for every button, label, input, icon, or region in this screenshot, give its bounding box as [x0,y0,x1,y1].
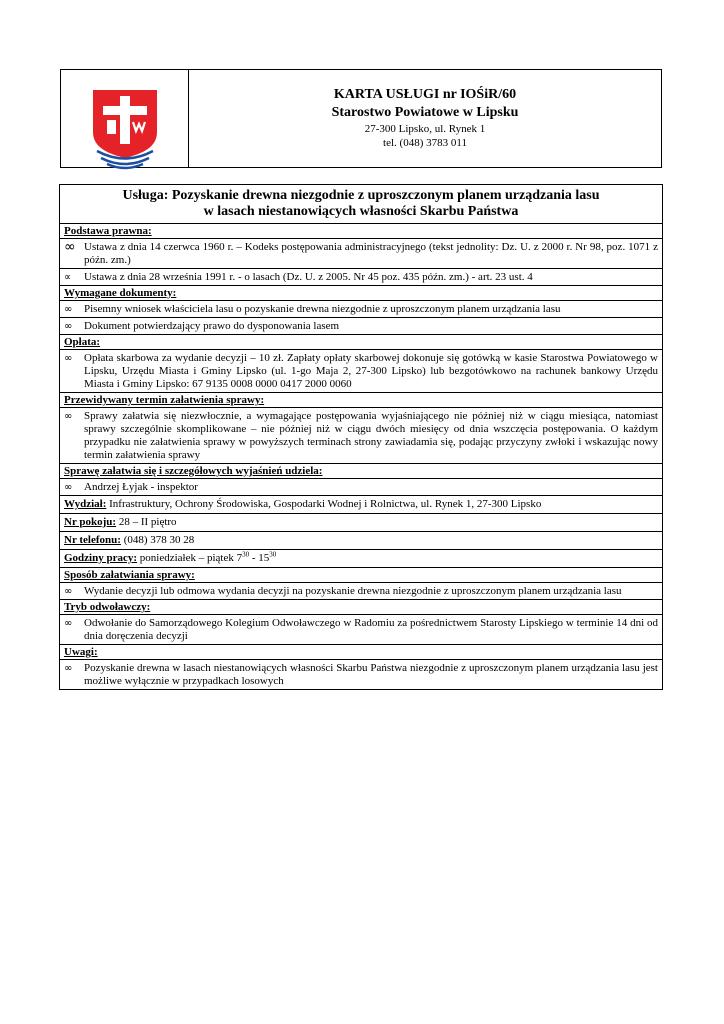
section-heading: Tryb odwoławczy: [64,601,151,613]
section-appeal [60,600,662,645]
list-item: ∞ Andrzej Łyjak - inspektor [64,481,198,493]
office-phone: tel. (048) 3783 011 [383,137,467,149]
infinity-bullet-icon: ∞ [64,618,73,629]
section-heading: Wymagane dokumenty: [64,287,177,299]
card-title: KARTA USŁUGI nr IOŚiR/60 [333,87,517,102]
logo-cell [61,70,189,167]
office-address: 27-300 Lipsko, ul. Rynek 1 [364,123,486,135]
list-item: ∞ Odwołanie do Samorządowego Kolegium Odwoławczego w Radomiu za pośrednictwem Starosty Lipskiego w terminie 14 dni od dnia doręczenia decyzji [64,617,658,642]
coat-of-arms-icon [89,88,161,170]
section-legal-basis [60,224,662,286]
infinity-bullet-icon: ∞ [64,304,73,315]
service-card [59,184,663,690]
infinity-bullet-icon: ∞ [64,353,73,364]
list-item: ∞ Pozyskanie drewna w lasach niestanowiących własności Skarbu Państwa niezgodnie z uproszczonym planem urządzania lasu jest możliwe wyłącznie w przypadkach losowych [64,662,658,687]
room-row: Nr pokoju: 28 – II piętro [60,514,662,532]
service-title: Usługa: Pozyskanie drewna niezgodnie z uproszczonym planem urządzania lasu w lasach niestanowiących własności Skarbu Państwa [60,185,662,224]
section-method [60,568,662,600]
section-notes [60,645,662,689]
section-fee [60,335,662,393]
section-heading: Opłata: [64,336,101,348]
section-heading: Podstawa prawna: [64,225,152,237]
list-item: ∞ Dokument potwierdzający prawo do dysponowania lasem [64,320,340,332]
phone-row: Nr telefonu: (048) 378 30 28 [60,532,662,550]
section-handler [60,464,662,496]
infinity-bullet-icon: ∞ [64,586,73,597]
list-item: ∞ Ustawa z dnia 14 czerwca 1960 r. – Kodeks postępowania administracyjnego (tekst jednolity: Dz. U. z 2000 r. Nr 98, poz. 1071 z późn. zm.) [64,239,658,266]
section-deadline [60,393,662,464]
list-item: ∞ Wydanie decyzji lub odmowa wydania decyzji na pozyskanie drewna niezgodnie z uproszczonym planem urządzania lasu [64,585,622,597]
list-item: ∞ Opłata skarbowa za wydanie decyzji – 10 zł. Zapłaty opłaty skarbowej dokonuje się gotówką w kasie Starostwa Powiatowego w Lipsku, Urzędu Miasta i Gminy Lipsko (ul. 1-go Maja 2, 27-300 Lipsko) lub bezgotówkowo na rachunek bankowy Urzędu Miasta i Gminy Lipsko: 67 9135 0008 0000 0417 2000 0060 [64,352,658,390]
header-box [60,69,662,168]
list-item: ∝ Ustawa z dnia 28 września 1991 r. - o lasach (Dz. U. z 2005. Nr 45 poz. 435 późn. zm.) - art. 23 ust. 4 [64,271,533,283]
hours-row: Godziny pracy: poniedziałek – piątek $7^{30} - 15^{30}$ [60,550,662,568]
infinity-bullet-icon: ∞ [64,321,73,332]
proportional-bullet-icon: ∝ [64,272,72,283]
list-item: ∞ Sprawy załatwia się niezwłocznie, a wymagające postępowania wyjaśniającego nie później niż w ciągu miesiąca, natomiast sprawy szczególnie skomplikowane – nie później niż w ciągu dwóch miesięcy od dnia wszczęcia postępowania. O każdym przypadku nie załatwienia sprawy w powyższych terminach strony zawiadamia się, podając przyczyny zwłoki i wskazując nowy termin załatwienia sprawy [64,410,658,461]
section-heading: Sprawę załatwia się i szczegółowych wyjaśnień udziela: [64,465,323,477]
infinity-bullet-icon: ∞ [64,482,73,493]
section-documents [60,286,662,335]
section-heading: Sposób załatwiania sprawy: [64,569,195,581]
infinity-bullet-icon: ∞ [64,411,73,422]
infinity-bullet-icon: ∞ [64,239,76,255]
header-title-cell [189,70,661,167]
department-row: Wydział: Infrastruktury, Ochrony Środowiska, Gospodarki Wodnej i Rolnictwa, ul. Rynek 1, 27-300 Lipsko [60,496,662,514]
list-item: ∞ Pisemny wniosek właściciela lasu o pozyskanie drewna niezgodnie z uproszczonym planem urządzania lasu [64,303,561,315]
infinity-bullet-icon: ∞ [64,663,73,674]
section-heading: Przewidywany termin załatwienia sprawy: [64,394,265,406]
section-heading: Uwagi: [64,646,98,658]
office-name: Starostwo Powiatowe w Lipsku [331,105,519,120]
